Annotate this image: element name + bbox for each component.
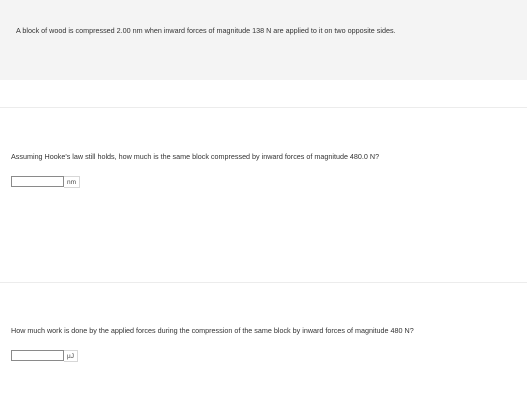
question-1-unit-label: nm [64, 176, 80, 188]
section-divider [0, 107, 527, 108]
question-1-answer-input[interactable] [11, 176, 64, 187]
question-2-prompt: How much work is done by the applied forces during the compression of the same block by inward forces of magnitude 480 N? [11, 326, 414, 335]
problem-statement-panel [0, 0, 527, 80]
problem-statement: A block of wood is compressed 2.00 nm when inward forces of magnitude 138 N are applied to it on two opposite sides. [16, 26, 396, 35]
section-divider [0, 282, 527, 283]
question-2-unit-label: µJ [64, 350, 78, 362]
question-1-answer-row [11, 176, 80, 189]
question-2-answer-row [11, 350, 78, 363]
question-1-prompt: Assuming Hooke's law still holds, how much is the same block compressed by inward forces of magnitude 480.0 N? [11, 152, 380, 161]
question-2-answer-input[interactable] [11, 350, 64, 361]
